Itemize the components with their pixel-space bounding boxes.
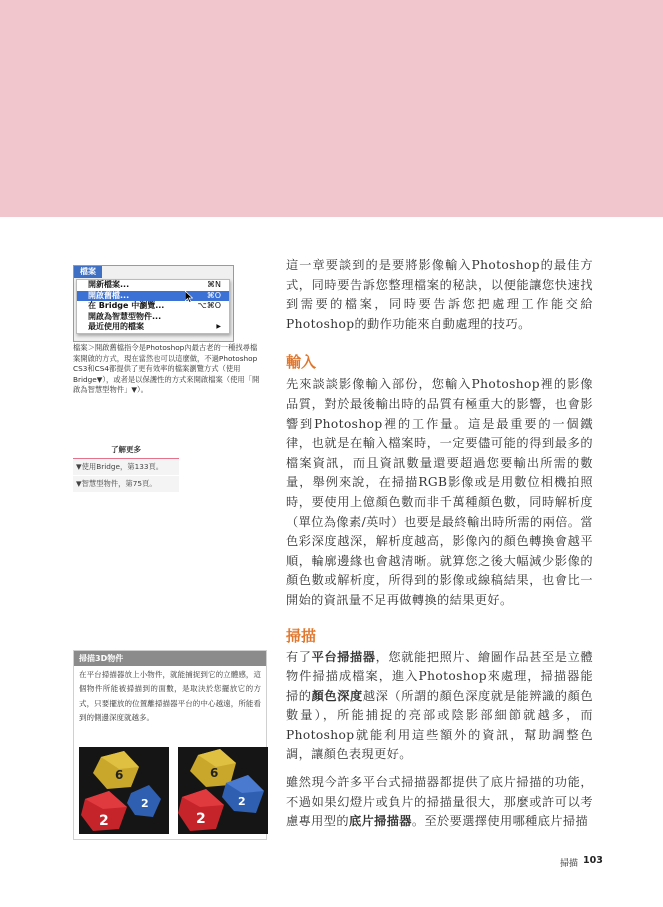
file-menu-screenshot bbox=[73, 265, 234, 342]
term-film-scanner: 底片掃描器 bbox=[348, 814, 412, 829]
menu-title: 檔案 bbox=[74, 266, 102, 278]
menu-item-new: 開新檔案... ⌘N bbox=[88, 280, 221, 289]
learn-more-item: ▼使用Bridge，第133頁。 bbox=[73, 459, 179, 476]
sidebar-text: 在平台掃描器放上小物件，就能捕捉到它的立體感，這個物件所能被掃描到的面數，是取決於您擺放它的方式，只要擺放的位置離掃描器平台的中心越遠，所能看到的側邊深度就越多。 bbox=[79, 670, 261, 722]
footer-section-label: 掃描 bbox=[560, 859, 579, 869]
learn-more-item: ▼智慧型物件，第75頁。 bbox=[73, 476, 179, 493]
term-flatbed-scanner: 平台掃描器 bbox=[311, 649, 376, 664]
menu-item-open: 開啟舊檔... ⌘O bbox=[77, 291, 229, 302]
film-scanner-paragraph: 雖然現今許多平台式掃描器都提供了底片掃描的功能，不過如果幻燈片或負片的掃描量很大，那麼或許可以考慮專用型的底片掃描器。至於要選擇使用哪種底片掃描 bbox=[286, 775, 593, 829]
svg-text:2: 2 bbox=[238, 795, 246, 808]
menu-item-recent: 最近使用的檔案 ▶ bbox=[88, 322, 221, 331]
svg-text:6: 6 bbox=[210, 766, 219, 780]
svg-text:2: 2 bbox=[141, 797, 149, 810]
menu-caption: 檔案＞開啟舊檔指令是Photoshop內最古老的一種找尋檔案開啟的方式，現在當然也可以這麼做，不過Photoshop CS3和CS4都提供了更有效率的檔案瀏覽方式（使用Bridge▼），或者是以保護性的方式來開啟檔案（使用「開啟為智慧型物件」▼）。 bbox=[73, 343, 260, 395]
input-paragraph: 先來談談影像輸入部份，您輸入Photoshop裡的影像品質，對於最後輸出時的品質有極重大的影響，也會影響到Photoshop裡的工作量。這是最重要的一個鐵律，也就是在輸入檔案時，一定要儘可能的得到最多的檔案資訊，而且資訊數量還要超過您要輸出所需的數量，舉例來說，在掃描RGB影像或是用數位相機拍照時，要使用上億顏色數而非千萬種顏色數，同時解析度（單位為像素/英吋）也要是最終輸出時所需的兩倍。當色彩深度越深，解析度越高，影像內的顏色轉換會越平順，輪廓邊緣也會越清晰。就算您之後大幅減少影像的顏色數或解析度，所得到的影像或線稿結果，也會比一開始的資訊量不足再做轉換的結果更好。 bbox=[286, 377, 593, 607]
menu-item-browse-bridge: 在 Bridge 中瀏覽... ⌥⌘O bbox=[88, 301, 221, 310]
header-color-band bbox=[0, 0, 663, 217]
svg-text:2: 2 bbox=[99, 813, 109, 829]
main-column bbox=[286, 256, 593, 832]
sidebar-title: 掃描3D物件 bbox=[74, 651, 266, 666]
learn-more-box bbox=[73, 442, 179, 493]
dice-photo-raised bbox=[178, 747, 268, 834]
page-number: 103 bbox=[583, 855, 603, 866]
scan-paragraph: 有了平台掃描器，您就能把照片、繪圖作品甚至是立體物件掃描成檔案，進入Photoshop來處理，掃描器能掃的顏色深度越深（所謂的顏色深度就是能辨識的顏色數量），所能捕捉的亮部或陰影部細節就越多，而Photoshop就能利用這些額外的資訊，幫助調整色調，讓顏色表現更好。 bbox=[286, 649, 593, 762]
intro-paragraph: 這一章要談到的是要將影像輸入Photoshop的最佳方式，同時要告訴您整理檔案的秘訣，以便能讓您快速找到需要的檔案，同時要告訴您把處理工作能交給Photoshop的動作功能來自動處理的技巧。 bbox=[286, 258, 593, 331]
heading-scan: 掃描 bbox=[286, 626, 317, 645]
heading-input: 輸入 bbox=[286, 353, 317, 372]
scan-3d-sidebar bbox=[73, 650, 267, 840]
svg-text:2: 2 bbox=[196, 811, 206, 827]
dice-photo-flat bbox=[79, 747, 169, 834]
menu-item-open-smart-object: 開啟為智慧型物件... bbox=[88, 311, 162, 321]
svg-text:6: 6 bbox=[115, 768, 124, 782]
learn-more-title: 了解更多 bbox=[73, 442, 179, 459]
menu-dropdown bbox=[76, 279, 230, 334]
mouse-cursor-icon bbox=[185, 291, 193, 306]
term-color-depth: 顏色深度 bbox=[311, 688, 363, 703]
